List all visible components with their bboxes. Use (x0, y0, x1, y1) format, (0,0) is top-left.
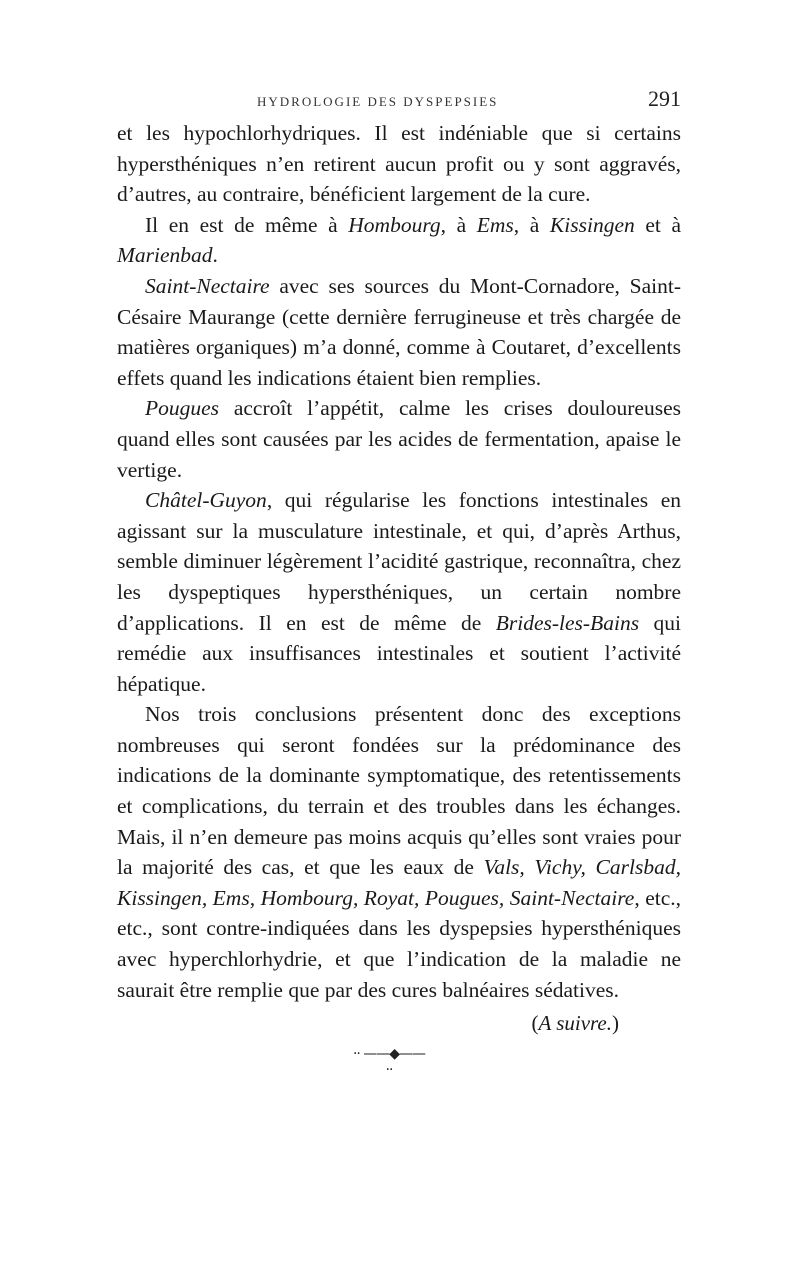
paren-open: ( (531, 1011, 539, 1036)
place-name: Châtel-Guyon (145, 488, 267, 513)
place-name: Marienbad (117, 243, 213, 268)
paragraph-1: et les hypochlorhydriques. Il est indéniable que si certains hypersthéniques n’en retirent aucun profit ou y sont aggravés, d’autres, au contraire, bénéficient largement de la cure. (117, 121, 681, 207)
paragraph-5 (117, 485, 681, 699)
document-page (117, 80, 681, 1078)
place-names: Vals, Vichy, Carlsbad, Kissingen, Ems, Hombourg, Royat, Pougues, Saint-Nectaire (117, 855, 681, 910)
paragraph-2 (117, 210, 681, 271)
text-run: et à (634, 212, 682, 237)
paren-close: ) (612, 1011, 619, 1036)
place-name: Saint-Nectaire (145, 273, 270, 298)
text-run: avec ses sources du Mont-Cornadore, Saint-Césaire Maurange (cette dernière ferrugineuse et très chargée de matières organiques) m’a donné, comme à Coutaret, d’excellents effets quand les indications étaient bien remplies. (117, 273, 681, 390)
body-text (117, 118, 681, 1005)
to-be-continued (117, 1011, 681, 1036)
text-run: . (212, 243, 218, 268)
running-head: HYDROLOGIE DES DYSPEPSIES (257, 94, 499, 109)
place-name: Pougues (145, 396, 220, 421)
paragraph-6 (117, 699, 681, 1005)
text-run: Il en est de même à (145, 212, 349, 237)
page-number: 291 (648, 86, 681, 111)
text-run: , qui régularise les fonctions intestinales en agissant sur la musculature intestinale, et qui, d’après Arthus, semble diminuer légèrement l’acidité gastrique, reconnaîtra, chez les dyspeptiques hypersthéniques, un certain nombre d’applications. Il en est de même de (117, 488, 681, 635)
paragraph-4 (117, 393, 681, 485)
place-name: Ems (476, 212, 514, 237)
text-run: , à (440, 212, 477, 237)
to-be-continued-text: A suivre. (538, 1011, 612, 1036)
paragraph-3 (117, 271, 681, 393)
text-run: , à (513, 212, 550, 237)
place-name: Brides-les-Bains (495, 610, 640, 635)
place-name: Kissingen (549, 212, 635, 237)
page-header (117, 80, 681, 118)
text-run: Nos trois conclusions présentent donc des exceptions nombreuses qui seront fondées sur la prédominance des indications de la dominante symptomatique, des retentissements et complications, du terrain et des troubles dans les échanges. Mais, il n’en demeure pas moins acquis qu’elles sont vraies pour la majorité des cas, et que les eaux de (117, 702, 681, 880)
text-run: qui remédie aux insuffisances intestinales et soutient l’activité hépatique. (117, 610, 681, 696)
place-name: Hombourg (348, 212, 441, 237)
text-run: accroît l’appétit, calme les crises douloureuses quand elles sont causées par les acides de fermentation, apaise le vertige. (117, 396, 681, 482)
ornament-divider: ·· ——◆—— ·· (352, 1046, 426, 1079)
text-run: , etc., etc., sont contre-indiquées dans les dyspepsies hypersthéniques avec hyperchlorhydrie, et que l’indication de la maladie ne saurait être remplie que par des cures balnéaires sédatives. (117, 885, 682, 1002)
